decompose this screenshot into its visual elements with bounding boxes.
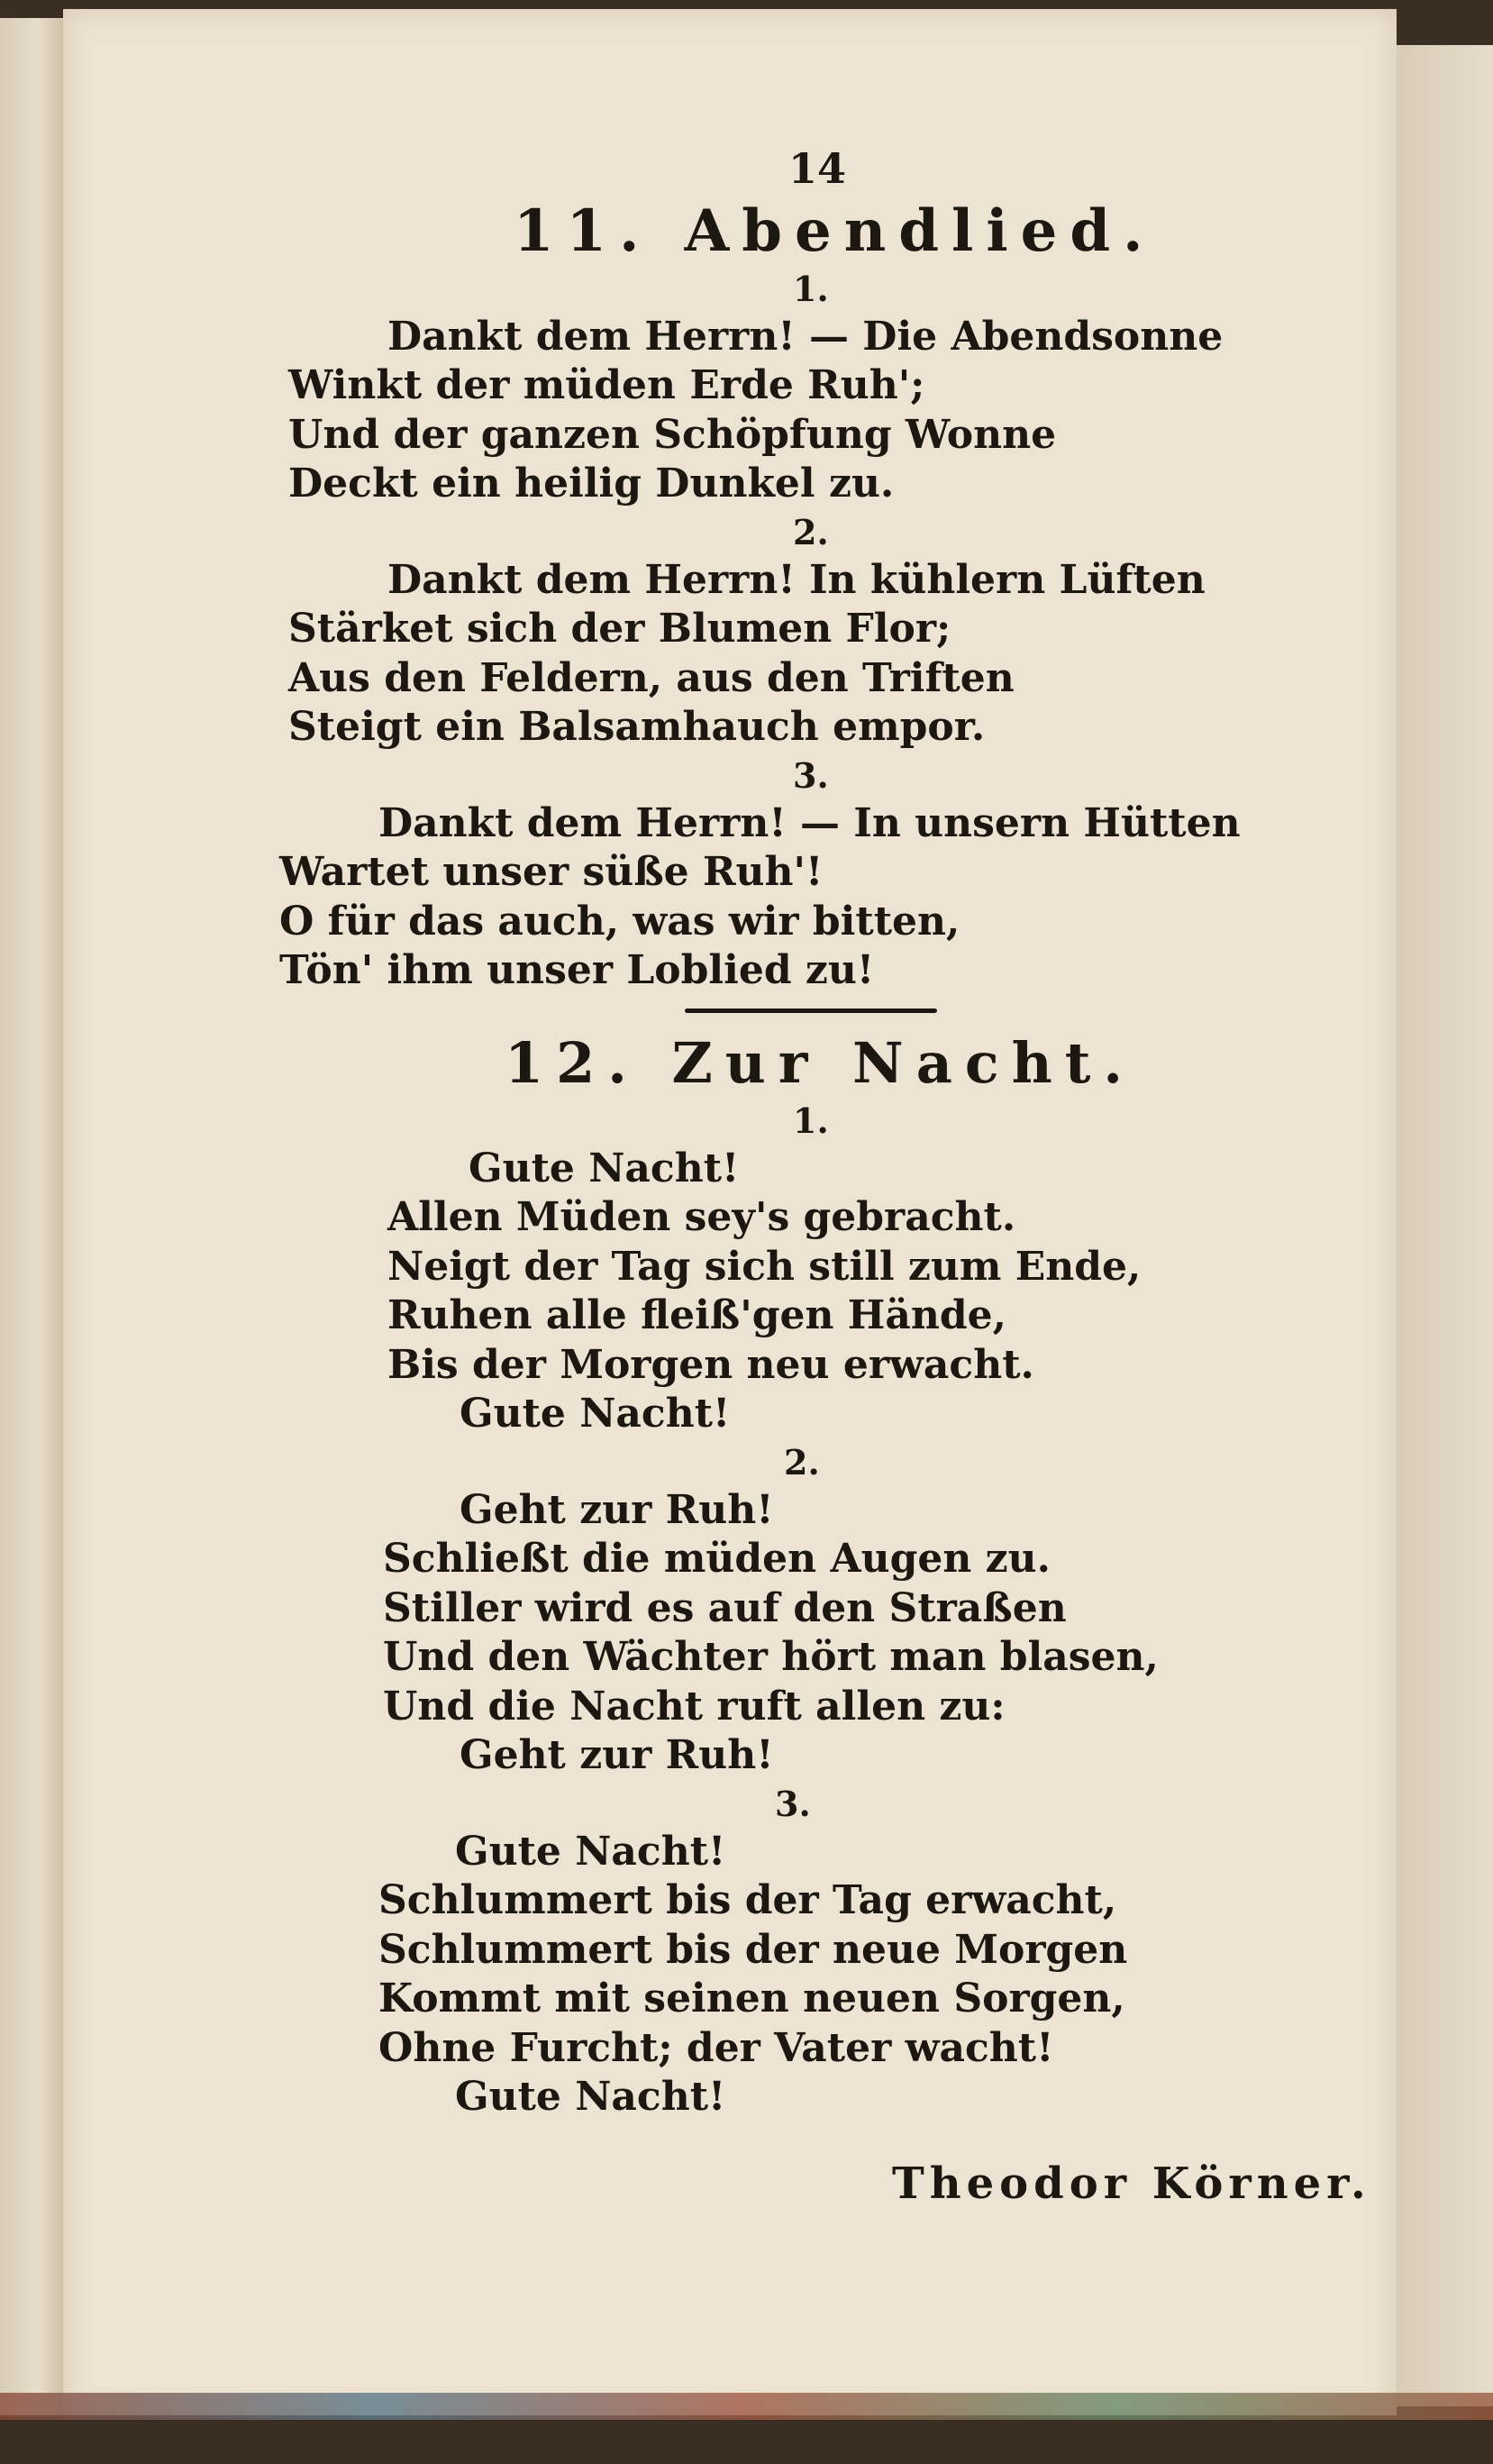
stanza-number: 3.	[775, 1783, 811, 1824]
poem-line: Schließt die müden Augen zu.	[383, 1536, 1051, 1582]
poem-line: Und die Nacht ruft allen zu:	[383, 1683, 1006, 1729]
poem-line: Gute Nacht!	[469, 1145, 740, 1191]
right-page-edge	[1397, 45, 1493, 2406]
poem-line: Gute Nacht!	[455, 2074, 726, 2120]
section-divider	[685, 1008, 937, 1013]
page-text	[270, 144, 1306, 2122]
poem-line: Gute Nacht!	[455, 1828, 726, 1875]
stanza-number: 2.	[784, 1441, 820, 1483]
poem-line: Schlummert bis der neue Morgen	[378, 1926, 1128, 1973]
poem-line: Deckt ein heilig Dunkel zu.	[288, 461, 895, 506]
poem-line: Ohne Furcht; der Vater wacht!	[378, 2024, 1054, 2071]
poem-line: Stärket sich der Blumen Flor;	[288, 606, 951, 652]
poem-line: Und den Wächter hört man blasen,	[383, 1634, 1159, 1680]
poem-line: Dankt dem Herrn! — In unsern Hütten	[378, 799, 1241, 846]
page-number: 14	[788, 144, 847, 193]
poem-line: Winkt der müden Erde Ruh';	[288, 362, 925, 408]
poem-line: Tön' ihm unser Loblied zu!	[279, 947, 875, 993]
poem-line: Bis der Morgen neu erwacht.	[387, 1341, 1034, 1388]
poem-line: Neigt der Tag sich still zum Ende,	[387, 1243, 1142, 1290]
stanza-number: 2.	[793, 511, 829, 552]
poem-line: Allen Müden sey's gebracht.	[387, 1194, 1016, 1240]
poem-line: Dankt dem Herrn! — Die Abendsonne	[387, 313, 1224, 360]
poem-line: Steigt ein Balsamhauch empor.	[288, 704, 986, 750]
poem-line: Wartet unser süße Ruh'!	[279, 849, 824, 895]
stanza-number: 3.	[793, 754, 829, 796]
poem-title-zur-nacht: 12. Zur Nacht.	[505, 1029, 1135, 1096]
poem-line: Dankt dem Herrn! In kühlern Lüften	[387, 556, 1206, 603]
author-signature: Theodor Körner.	[892, 2158, 1371, 2209]
poem-line: Geht zur Ruh!	[460, 1486, 774, 1533]
poem-line: Stiller wird es auf den Straßen	[383, 1584, 1067, 1631]
poem-title-abendlied: 11. Abendlied.	[514, 196, 1156, 265]
poem-line: O für das auch, was wir bitten,	[279, 898, 960, 945]
poem-line: Aus den Feldern, aus den Triften	[288, 654, 1015, 701]
poem-line: Kommt mit seinen neuen Sorgen,	[378, 1976, 1125, 2021]
poem-line: Gute Nacht!	[460, 1391, 731, 1437]
poem-line: Und der ganzen Schöpfung Wonne	[288, 411, 1057, 458]
left-page-edge	[0, 18, 63, 2415]
poem-line: Geht zur Ruh!	[460, 1732, 774, 1778]
stanza-number: 1.	[793, 1100, 829, 1141]
book-cover-edge	[0, 2393, 1493, 2420]
poem-line: Schlummert bis der Tag erwacht,	[378, 1877, 1117, 1923]
poem-line: Ruhen alle fleiß'gen Hände,	[387, 1292, 1006, 1338]
stanza-number: 1.	[793, 268, 829, 309]
